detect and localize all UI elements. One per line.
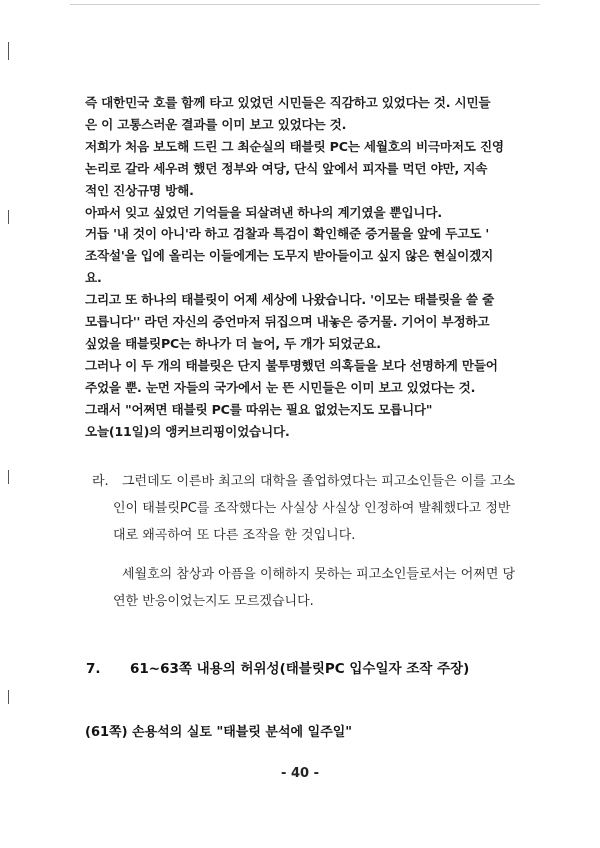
- quote-line: 즉 대한민국 호를 함께 타고 있었던 시민들은 직감하고 있었다는 것. 시민들: [85, 95, 491, 110]
- quote-line: 논리로 갈라 세우려 했던 정부와 여당, 단식 앞에서 피자를 먹던 야만, 지속: [85, 160, 488, 176]
- quote-line: 주었을 뿐. 눈먼 자들의 국가에서 눈 뜬 시민들은 이미 보고 있었다는 것.: [85, 379, 476, 395]
- paragraph-line: 연한 반응이었는지도 모르겠습니다.: [113, 594, 314, 609]
- margin-line: [8, 42, 9, 60]
- quote-line: 조작설'을 입에 올리는 이들에게는 도무지 받아들이고 싶지 않은 현실이겠지: [85, 248, 494, 264]
- margin-line: [8, 470, 9, 484]
- page-number: - 40 -: [281, 766, 319, 781]
- quote-line: 아파서 잊고 싶었던 기억들을 되살려낸 하나의 계기였을 뿐입니다.: [85, 204, 442, 220]
- quote-line: 그리고 또 하나의 태블릿이 어제 세상에 나왔습니다. '이모는 태블릿을 쓸 줄: [85, 292, 495, 308]
- quote-line: 싶었을 태블릿PC는 하나가 더 늘어, 두 개가 되었군요.: [85, 335, 381, 351]
- quote-line: 거듭 '내 것이 아니'라 하고 검찰과 특검이 확인해준 증거물을 앞에 두고도 ': [85, 226, 489, 242]
- page-reference-heading: (61쪽) 손용석의 실토 "태블릿 분석에 일주일": [85, 725, 353, 740]
- paragraph-line: 그런데도 이른바 최고의 대학을 졸업하였다는 피고소인들은 이를 고소: [122, 474, 516, 489]
- quote-line: 적인 진상규명 방해.: [85, 182, 194, 198]
- section-heading: [86, 657, 469, 677]
- quote-line: 저희가 처음 보도해 드린 그 최순실의 태블릿 PC는 세월호의 비극마저도 진영: [85, 138, 504, 154]
- paragraph-marker: 라.: [92, 474, 109, 489]
- margin-line: [8, 210, 9, 224]
- margin-line: [8, 690, 9, 704]
- paragraph-line: 세월호의 참상과 아픔을 이해하지 못하는 피고소인들로서는 어쩌면 당: [122, 567, 516, 582]
- section-title: 61~63쪽 내용의 허위성(태블릿PC 입수일자 조작 주장): [130, 661, 470, 677]
- section-number: 7.: [86, 661, 101, 677]
- quote-line: 모릅니다'' 라던 자신의 증언마저 뒤집으며 내놓은 증거물. 기어이 부정하고: [85, 314, 490, 330]
- quote-line: 요.: [85, 270, 102, 286]
- paragraph-line: 인이 태블릿PC를 조작했다는 사실상 사실상 인정하여 발췌했다고 정반: [113, 501, 511, 516]
- quote-line: 그러나 이 두 개의 태블릿은 단지 불투명했던 의혹들을 보다 선명하게 만들어: [85, 357, 498, 373]
- quote-line: 그래서 "어쩌면 태블릿 PC를 따위는 필요 없었는지도 모릅니다": [85, 401, 433, 417]
- paragraph-ra: [92, 468, 532, 615]
- quoted-briefing-text: [85, 92, 555, 443]
- paragraph-line: 대로 왜곡하여 또 다른 조작을 한 것입니다.: [113, 528, 356, 543]
- top-rule: [70, 4, 540, 5]
- quote-line: 오늘(11일)의 앵커브리핑이었습니다.: [85, 423, 290, 439]
- quote-line: 은 이 고통스러운 결과를 이미 보고 있었다는 것.: [85, 116, 347, 132]
